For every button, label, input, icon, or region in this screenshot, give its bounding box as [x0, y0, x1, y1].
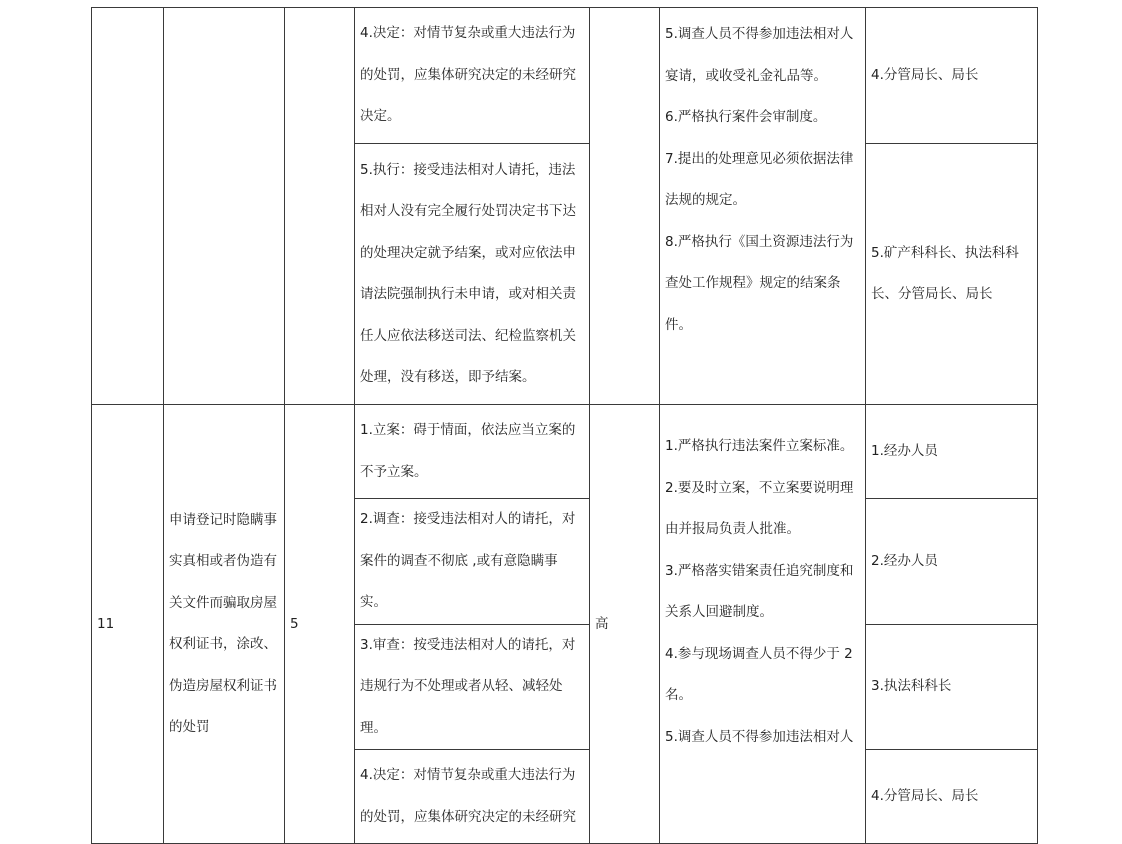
row11-measure-1: 1.严格执行违法案件立案标准。 [665, 438, 854, 454]
cont-measure-6: 6.严格执行案件会审制度。 [665, 109, 827, 125]
cont-responsible-5: 5.矿产科科长、执法科科长、分管局长、局长 [866, 144, 1038, 405]
row11-measure-4: 4.参与现场调查人员不得少于 2 名。 [665, 645, 853, 703]
row11-item-cell: 申请登记时隐瞒事实真相或者伪造有关文件而骗取房屋权利证书，涂改、伪造房屋权利证书的处罚 [164, 405, 285, 844]
row11-risk-point-4: 4.决定：对情节复杂或重大违法行为的处罚，应集体研究决定的未经研究 [355, 750, 590, 844]
cont-risk-point-5: 5.执行：接受违法相对人请托，违法相对人没有完全履行处罚决定书下达的处理决定就予结案，或对应依法申请法院强制执行未申请，或对相关责任人应依法移送司法、纪检监察机关处理，没有移送，即予结案。 [355, 144, 590, 405]
cont-risk-level-cell [590, 8, 660, 405]
cont-measure-8: 8.严格执行《国土资源违法行为查处工作规程》规定的结案条件。 [665, 233, 854, 333]
row11-risk-point-1: 1.立案：碍于情面，依法应当立案的不予立案。 [355, 405, 590, 499]
row11-risk-level-cell: 高 [590, 405, 660, 844]
row11-measure-3: 3.严格落实错案责任追究制度和关系人回避制度。 [665, 562, 854, 620]
row11-measures-cell [660, 405, 866, 844]
cont-no-cell [92, 8, 164, 405]
row11-risk-point-3: 3.审查：按受违法相对人的请托，对违规行为不处理或者从轻、减轻处理。 [355, 624, 590, 750]
row11-no-cell: 11 [92, 405, 164, 844]
row11-responsible-1: 1.经办人员 [866, 405, 1038, 499]
row11-measure-5: 5.调查人员不得参加违法相对人 [665, 728, 854, 745]
enforcement-risk-table [91, 7, 1038, 844]
cont-points-cell [285, 8, 355, 405]
row11-measure-2: 2.要及时立案，不立案要说明理由并报局负责人批准。 [665, 479, 854, 537]
row11-responsible-2: 2.经办人员 [866, 499, 1038, 625]
cont-responsible-4: 4.分管局长、局长 [866, 8, 1038, 144]
row11-risk-point-2: 2.调查：接受违法相对人的请托，对案件的调查不彻底 ,或有意隐瞒事实。 [355, 499, 590, 625]
cont-measure-7: 7.提出的处理意见必须依据法律法规的规定。 [665, 150, 854, 208]
cont-risk-point-4: 4.决定：对情节复杂或重大违法行为的处罚，应集体研究决定的未经研究决定。 [355, 8, 590, 144]
row11-responsible-3: 3.执法科科长 [866, 624, 1038, 750]
cont-measure-5: 5.调查人员不得参加违法相对人宴请，或收受礼金礼品等。 [665, 26, 854, 84]
cont-item-cell [164, 8, 285, 405]
row11-points-cell: 5 [285, 405, 355, 844]
cont-measures-cell [660, 8, 866, 405]
row11-responsible-4: 4.分管局长、局长 [866, 750, 1038, 844]
